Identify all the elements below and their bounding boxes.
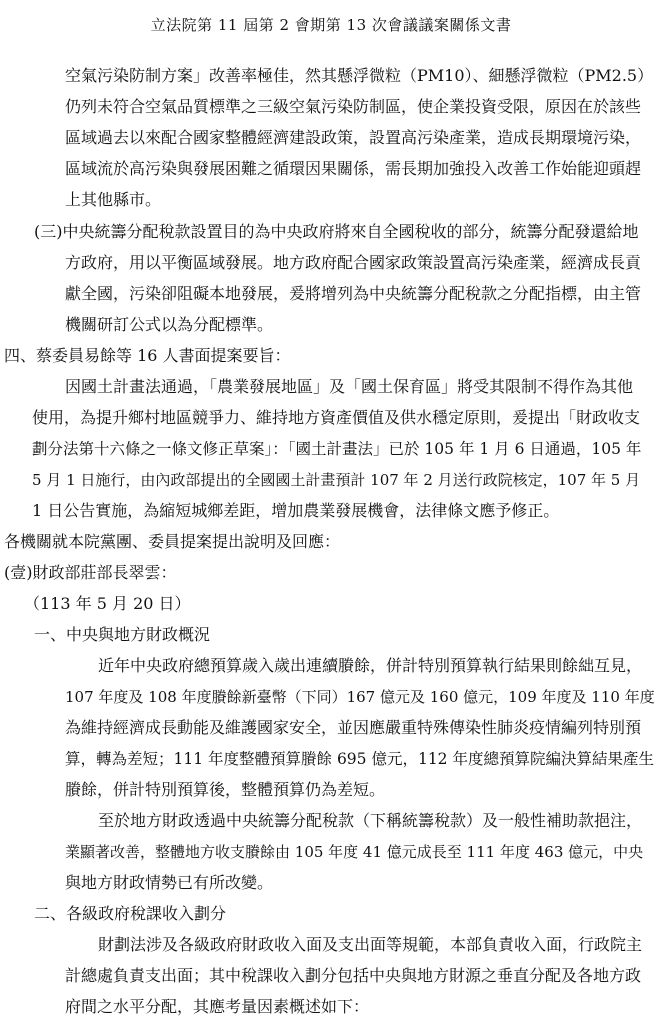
date-line: （113 年 5 月 20 日）: [24, 594, 191, 613]
text-line: 計總處負責支出面；其中稅課收入劃分包括中央與地方財源之垂直分配及各地方政: [65, 966, 642, 985]
section-heading: 四、蔡委員易餘等 16 人書面提案要旨：: [4, 346, 291, 365]
text-line: 1 日公告實施，為縮短城鄉差距，增加農業發展機會，法律條文應予修正。: [32, 501, 560, 520]
section-heading: 一、中央與地方財政概況: [34, 625, 211, 644]
text-line: 使用，為提升鄉村地區競爭力、維持地方資產價值及供水穩定原則，爰提出「財政收支: [32, 408, 641, 427]
text-line: 空氣污染防制方案」改善率極佳，然其懸浮微粒（PM10）、細懸浮微粒（PM2.5）: [65, 66, 654, 85]
text-line: 財劃法涉及各級政府財政收入面及支出面等規範，本部負責收入面，行政院主: [98, 935, 643, 954]
text-line: 5 月 1 日施行，由內政部提出的全國國土計畫預計 107 年 2 月送行政院核定，107 年 5 月: [32, 471, 641, 489]
text-line: (三)中央統籌分配稅款設置目的為中央政府將來自全國稅收的部分，統籌分配發還給地: [34, 222, 639, 241]
text-line: 方政府，用以平衡區域發展。地方政府配合國家政策設置高污染產業，經濟成長貢: [65, 253, 642, 272]
text-line: 劃分法第十六條之一條文修正草案」：「國土計畫法」已於 105 年 1 月 6 日通過，105 年: [32, 440, 642, 458]
text-line: 近年中央政府總預算歲入歲出連續賸餘，併計特別預算執行結果則餘絀互見，: [98, 656, 643, 675]
text-line: 上其他縣市。: [65, 190, 162, 209]
text-line: 仍列未符合空氣品質標準之三級空氣污染防制區，使企業投資受限，原因在於該些: [65, 97, 642, 116]
page-header: 立法院第 11 屆第 2 會期第 13 次會議議案關係文書: [150, 16, 512, 34]
text-line: 獻全國，污染卻阻礙本地發展，爰將增列為中央統籌分配稅款之分配指標，由主管: [65, 284, 642, 303]
agencies-heading: 各機關就本院黨團、委員提案提出說明及回應：: [4, 532, 341, 551]
text-line: 賸餘，併計特別預算後，整體預算仍為差短。: [65, 780, 386, 799]
text-line: 府間之水平分配，其應考量因素概述如下：: [65, 997, 370, 1016]
text-line: 業顯著改善，整體地方收支賸餘由 105 年度 41 億元成長至 111 年度 463 億元，中央: [65, 843, 644, 861]
text-line: 算，轉為差短；111 年度整體預算賸餘 695 億元，112 年度總預算院編決算結果產生: [65, 750, 654, 768]
text-line: 區域流於高污染與發展困難之循環因果關係，需長期加強投入改善工作始能迎頭趕: [65, 159, 642, 178]
text-line: 區域過去以來配合國家整體經濟建設政策，設置高污染產業，造成長期環境污染，: [65, 128, 642, 147]
text-line: 至於地方財政透過中央統籌分配稅款（下稱統籌稅款）及一般性補助款挹注，: [98, 811, 643, 830]
section-heading: 二、各級政府稅課收入劃分: [34, 904, 227, 923]
text-line: 與地方財政情勢已有所改變。: [65, 873, 274, 892]
text-line: 因國土計畫法通過，「農業發展地區」及「國土保育區」將受其限制不得作為其他: [65, 377, 634, 396]
text-line: 107 年度及 108 年度賸餘新臺幣（下同）167 億元及 160 億元，109 年度及 110 年度: [65, 688, 655, 706]
text-line: 為維持經濟成長動能及維護國家安全，並因應嚴重特殊傳染性肺炎疫情編列特別預: [65, 718, 642, 737]
text-line: 機關研訂公式以為分配標準。: [65, 315, 274, 334]
minister-heading: (壹)財政部莊部長翠雲：: [4, 563, 177, 582]
